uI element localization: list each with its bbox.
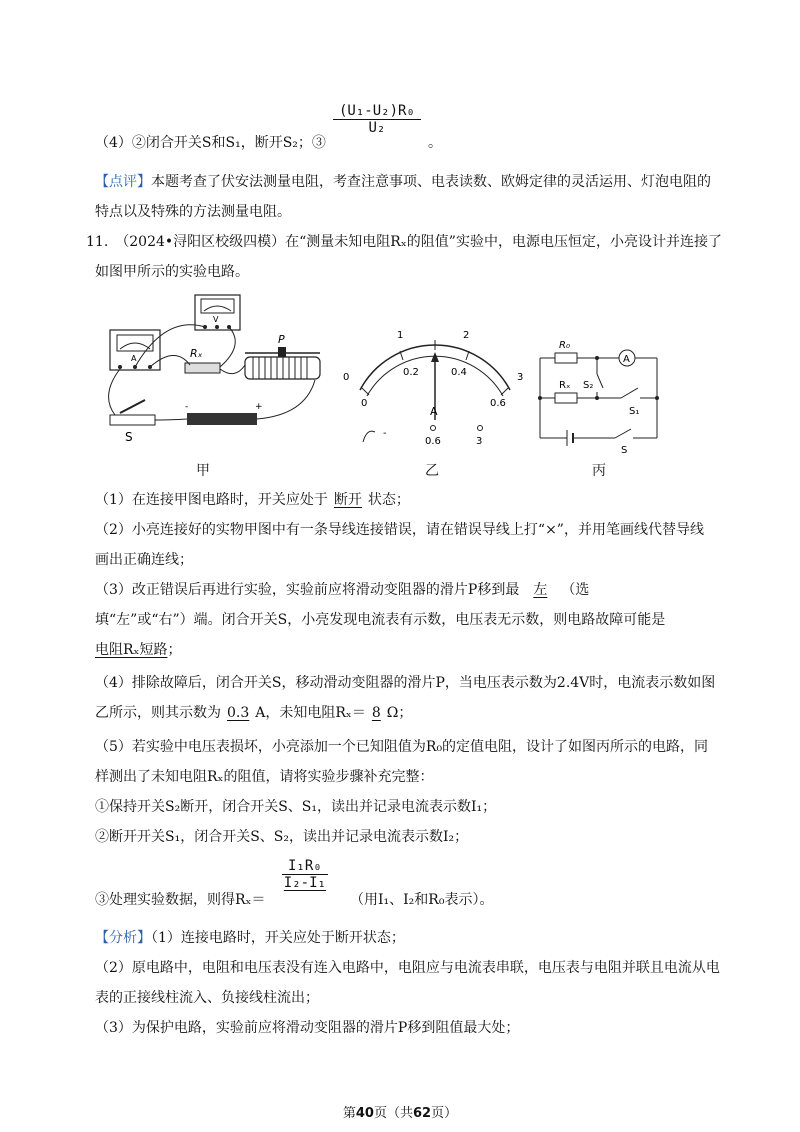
analysis-line-4: （3）为保护电路，实验前应将滑动变阻器的滑片P移到阻值最大处； <box>95 1020 520 1036</box>
circuit-r0-label: R₀ <box>559 340 570 351</box>
apparatus-rx-label: Rₓ <box>190 347 203 360</box>
circuit-s2-label: S₂ <box>583 380 594 391</box>
fraction-denominator: U₂ <box>368 120 386 136</box>
figure-jia-label: 甲 <box>196 463 210 479</box>
scale-top-3: 3 <box>517 372 524 383</box>
part-4-line-1: （4）排除故障后，闭合开关S，移动滑动变阻器的滑片P，当电压表示数为2.4V时，电流表示数如图 <box>95 675 716 691</box>
step-3: ③处理实验数据，则得Rₓ＝ <box>95 892 266 908</box>
step-1: ①保持开关S₂断开，闭合开关S、S₁，读出并记录电流表示数I₁； <box>95 799 497 815</box>
step-3-post: （用I₁、I₂和R₀表示）。 <box>350 892 494 908</box>
answer-blank-4: 0.3 <box>227 705 250 721</box>
circuit-s-label: S <box>621 445 628 455</box>
analysis-line-3: 表的正接线柱流入、负接线柱流出； <box>95 990 319 1006</box>
comment-line-2: 特点以及特殊的方法测量电阻。 <box>95 204 291 220</box>
terminal-neg: - <box>383 428 387 439</box>
meter-unit: A <box>430 405 438 418</box>
apparatus-s-label: S <box>125 430 133 444</box>
question-11-line-2: 如图甲所示的实验电路。 <box>95 264 249 280</box>
scale-bottom-0: 0 <box>361 398 368 409</box>
circuit-rx-label: Rₓ <box>559 380 571 391</box>
scale-bottom-1: 0.2 <box>403 367 419 378</box>
part-3-line-1: （3）改正错误后再进行实验，实验前应将滑动变阻器的滑片P移到最 左 （选 <box>95 582 590 598</box>
fraction-numerator: (U₁-U₂)R₀ <box>333 103 421 120</box>
scale-top-2: 2 <box>463 330 470 341</box>
part-5-line-1: （5）若实验中电压表损坏，小亮添加一个已知阻值为R₀的定值电阻，设计了如图丙所示的电路，同 <box>95 739 709 755</box>
scale-bottom-3: 0.6 <box>490 398 506 409</box>
comment-line-1: 【点评】本题考查了伏安法测量电阻，考查注意事项、电表读数、欧姆定律的灵活运用、灯泡电阻的 <box>95 174 711 190</box>
part-4-line-2: 乙所示，则其示数为 0.3 A，未知电阻Rₓ＝ 8 Ω； <box>95 705 413 721</box>
part-2-line-2: 画出正确连线； <box>95 552 193 568</box>
svg-text:-: - <box>185 402 189 412</box>
figure-bing-label: 丙 <box>592 463 606 479</box>
step-2: ②断开开关S₁，闭合开关S、S₂，读出并记录电流表示数I₂； <box>95 829 469 845</box>
part-5-line-2: 样测出了未知电阻Rₓ的阻值，请将实验步骤补充完整： <box>95 769 434 785</box>
fraction-denominator-2: I₂-I₁ <box>283 875 326 891</box>
page-footer: 第40页（共62页） <box>342 1106 458 1121</box>
fraction-answer-1 <box>333 103 421 136</box>
scale-top-1: 1 <box>397 330 404 341</box>
analysis-tag: 【分析】 <box>95 930 151 946</box>
question-11-line-1: 11. （2024•浔阳区校级四模）在“测量未知电阻Rₓ的阻值”实验中，电源电压恒定，小亮设计并连接了 <box>86 234 722 250</box>
analysis-line-1: 【分析】（1）连接电路时，开关应处于断开状态； <box>95 930 405 946</box>
fraction-answer-2 <box>282 858 328 891</box>
figure-yi-label: 乙 <box>425 463 439 479</box>
answer-blank-1: 断开 <box>333 492 362 508</box>
scale-top-0: 0 <box>343 372 350 383</box>
part-3-line-2: 填“左”或“右”）端。闭合开关S，小亮发现电流表有示数，电压表无示数，则电路故障可能是 <box>95 612 666 628</box>
circuit-ammeter-label: A <box>623 354 630 365</box>
part-1: （1）在连接甲图电路时，开关应处于 断开 状态； <box>95 492 410 508</box>
end-mark: 。 <box>428 135 442 151</box>
figure-jia-apparatus <box>95 285 335 445</box>
comment-tag: 【点评】 <box>95 174 151 190</box>
fraction-numerator-2: I₁R₀ <box>282 858 328 875</box>
terminal-0-6: 0.6 <box>425 436 441 447</box>
apparatus-p-label: P <box>278 333 285 346</box>
answer-blank-2: 左 <box>533 582 548 598</box>
figure-yi-ammeter <box>335 320 535 450</box>
figure-bing-circuit <box>535 330 665 455</box>
page-total: 62 <box>413 1106 432 1121</box>
svg-text:A: A <box>131 354 137 363</box>
part-2-line-1: （2）小亮连接好的实物甲图中有一条导线连接错误，请在错误导线上打“×”，并用笔画线代替导线 <box>95 522 704 538</box>
page-number: 40 <box>355 1106 374 1121</box>
part-3-line-3: 电阻Rₓ短路； <box>95 642 182 658</box>
analysis-line-2: （2）原电路中，电阻和电压表没有连入电路中，电阻应与电流表串联，电压表与电阻并联且电流从电 <box>95 960 720 976</box>
svg-text:V: V <box>213 315 219 324</box>
terminal-3: 3 <box>476 436 483 447</box>
scale-bottom-2: 0.4 <box>451 367 467 378</box>
circuit-s1-label: S₁ <box>629 406 640 417</box>
q4-answer-line <box>95 133 326 153</box>
svg-text:+: + <box>255 402 263 412</box>
answer-blank-3: 电阻Rₓ短路 <box>95 642 168 658</box>
q4-text: （4）②闭合开关S和S₁，断开S₂；③ <box>95 135 326 151</box>
answer-blank-5: 8 <box>371 705 381 721</box>
